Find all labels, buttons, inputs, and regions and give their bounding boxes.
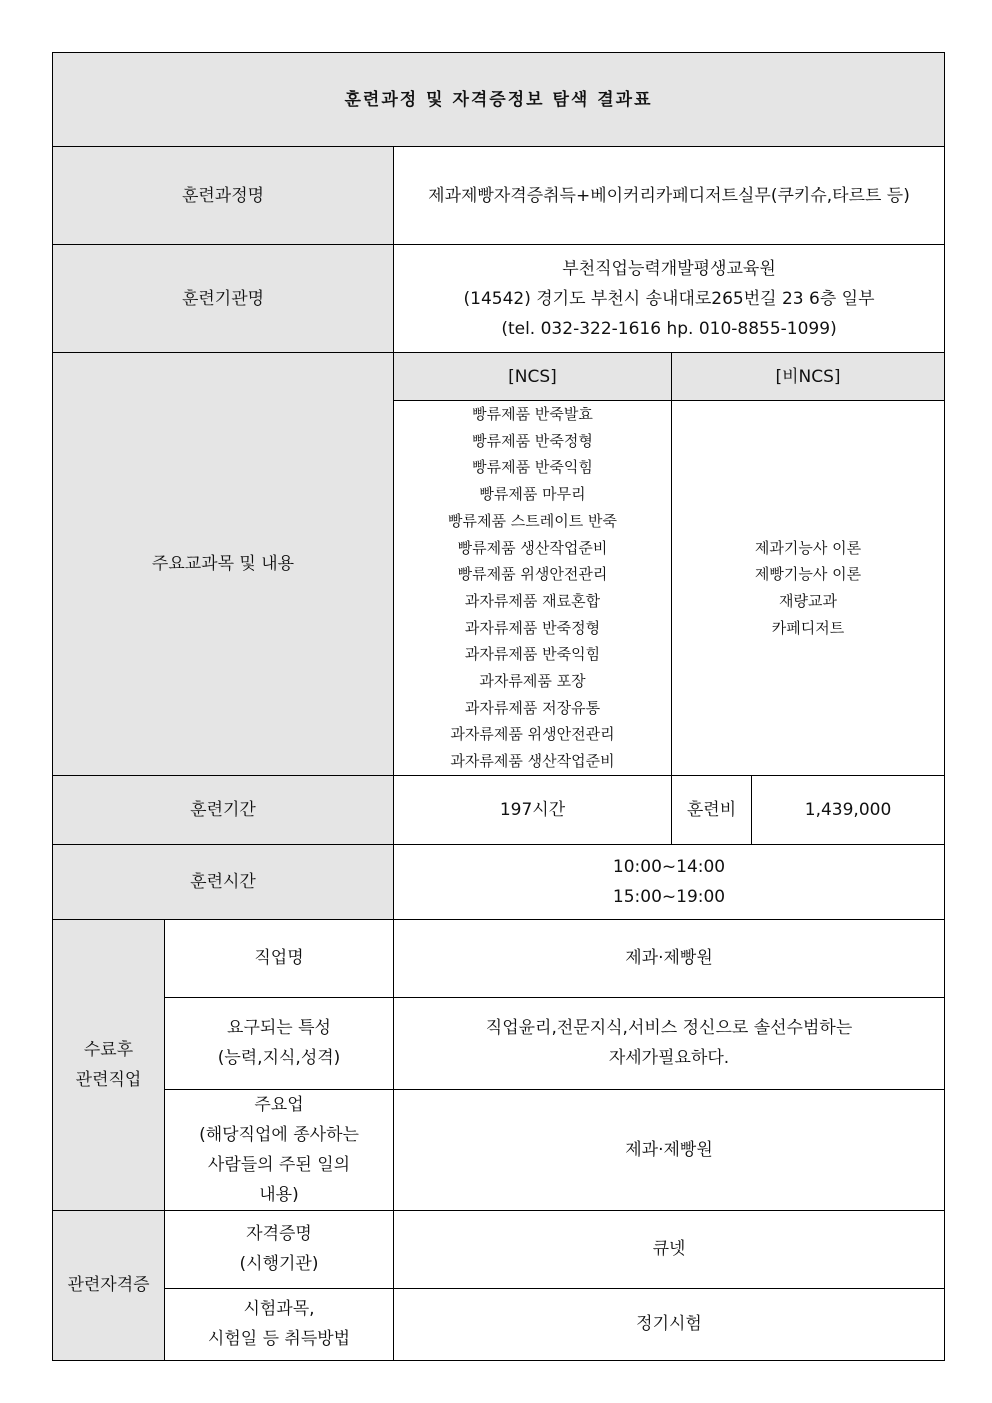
- hours-line-2: 15:00~19:00: [612, 886, 726, 907]
- certificate-method-value: 정기시험: [394, 1288, 945, 1360]
- traits-label: [165, 997, 394, 1089]
- list-item: 과자류제품 재료혼합: [464, 591, 601, 610]
- hours-label: 훈련시간: [53, 844, 394, 919]
- traits-value-line-2: 자세가필요하다.: [608, 1048, 730, 1069]
- list-item: 빵류제품 반죽발효: [472, 405, 593, 423]
- traits-value: [394, 997, 945, 1089]
- certificate-name-label-line-1: 자격증명: [246, 1224, 312, 1245]
- course-name-value: 제과제빵자격증취득+베이커리카페디저트실무(쿠키슈,타르트 등): [394, 147, 945, 245]
- list-item: 과자류제품 위생안전관리: [450, 725, 615, 744]
- list-item: 카페디저트: [771, 618, 845, 637]
- traits-label-line-2: (능력,지식,성격): [217, 1048, 341, 1069]
- certificate-method-label-line-2: 시험일 등 취득방법: [207, 1329, 351, 1350]
- certificate-method-label-line-1: 시험과목,: [243, 1299, 315, 1320]
- list-item: 빵류제품 위생안전관리: [457, 565, 608, 584]
- traits-label-line-1: 요구되는 특성: [227, 1018, 331, 1039]
- job-name-value: 제과·제빵원: [394, 919, 945, 997]
- institution-address: (14542) 경기도 부천시 송내대로265번길 23 6층 일부: [463, 288, 875, 309]
- institution-contact: (tel. 032-322-1616 hp. 010-8855-1099): [501, 318, 837, 339]
- duties-label: [165, 1089, 394, 1210]
- hours-value: [394, 844, 945, 919]
- list-item: 과자류제품 반죽정형: [464, 618, 601, 637]
- institution-info: [394, 245, 945, 353]
- ncs-subject-list: [394, 401, 672, 776]
- list-item: 빵류제품 반죽정형: [472, 431, 593, 450]
- page-title: 훈련과정 및 자격증정보 탐색 결과표: [53, 53, 945, 147]
- certificate-name-label-line-2: (시행기관): [239, 1254, 319, 1275]
- fee-label: 훈련비: [672, 775, 752, 844]
- job-name-label: 직업명: [165, 919, 394, 997]
- list-item: 빵류제품 마무리: [479, 485, 586, 504]
- period-value: 197시간: [394, 775, 672, 844]
- jobs-group-label-line-1: 수료후: [83, 1039, 134, 1060]
- list-item: 빵류제품 생산작업준비: [457, 538, 608, 557]
- list-item: 빵류제품 스트레이트 반죽: [448, 511, 617, 530]
- period-label: 훈련기간: [53, 775, 394, 844]
- list-item: 과자류제품 생산작업준비: [450, 752, 615, 771]
- list-item: 제과기능사 이론: [754, 538, 862, 557]
- duties-label-line-4: 내용): [259, 1184, 299, 1205]
- institution-label: 훈련기관명: [53, 245, 394, 353]
- list-item: 과자류제품 포장: [479, 672, 586, 691]
- hours-line-1: 10:00~14:00: [612, 856, 726, 877]
- jobs-group-label: [53, 919, 165, 1210]
- non-ncs-header: [비NCS]: [672, 353, 945, 401]
- certificate-name-label: [165, 1210, 394, 1288]
- list-item: 빵류제품 반죽익힘: [472, 458, 593, 477]
- list-item: 재량교과: [779, 591, 837, 610]
- list-item: 과자류제품 반죽익힘: [464, 645, 601, 664]
- course-name-label: 훈련과정명: [53, 147, 394, 245]
- certificate-group-label: 관련자격증: [53, 1210, 165, 1360]
- ncs-header: [NCS]: [394, 353, 672, 401]
- institution-name: 부천직업능력개발평생교육원: [562, 258, 776, 279]
- duties-label-line-2: (해당직업에 종사하는: [199, 1124, 359, 1145]
- duties-label-line-3: 사람들의 주된 일의: [207, 1154, 351, 1175]
- list-item: 제빵기능사 이론: [754, 565, 862, 584]
- non-ncs-subject-list: [672, 401, 945, 776]
- duties-label-line-1: 주요업: [254, 1094, 304, 1115]
- list-item: 과자류제품 저장유통: [464, 698, 601, 717]
- jobs-group-label-line-2: 관련직업: [75, 1069, 142, 1090]
- certificate-method-label: [165, 1288, 394, 1360]
- result-table: [52, 52, 945, 1361]
- fee-value: 1,439,000: [752, 775, 945, 844]
- duties-value: 제과·제빵원: [394, 1089, 945, 1210]
- certificate-name-value: 큐넷: [394, 1210, 945, 1288]
- subjects-label: 주요교과목 및 내용: [53, 353, 394, 776]
- traits-value-line-1: 직업윤리,전문지식,서비스 정신으로 솔선수범하는: [485, 1018, 853, 1039]
